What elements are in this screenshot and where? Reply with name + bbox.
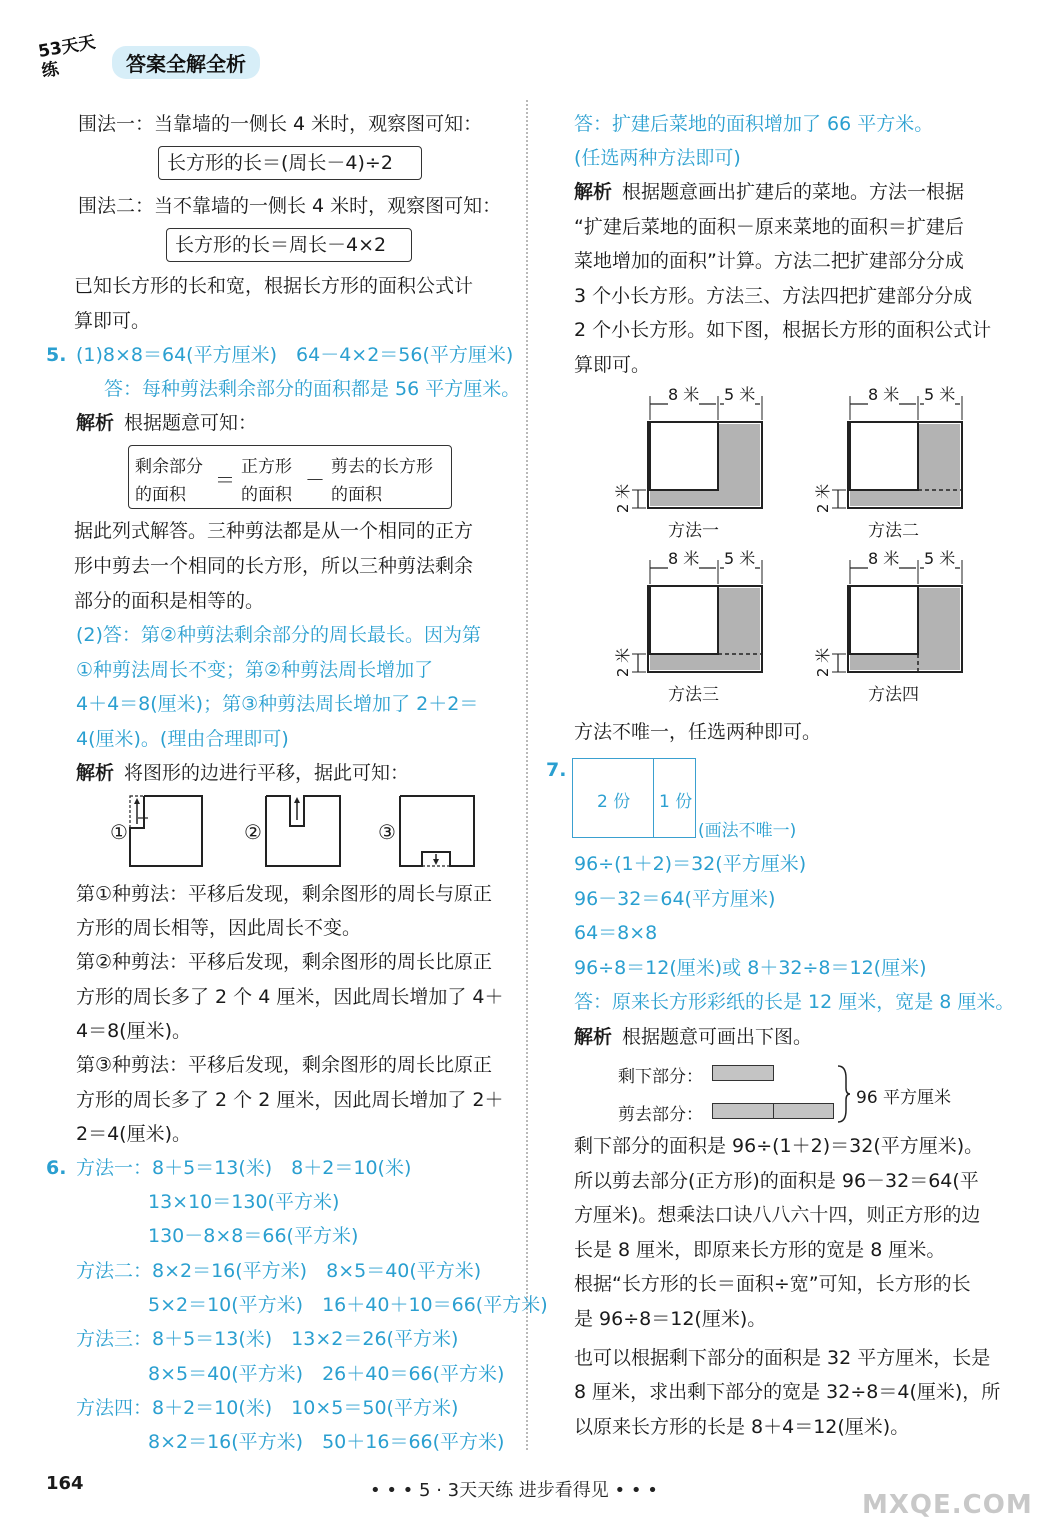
dimension-label-8m: 8 米 (868, 382, 899, 405)
equation-box (128, 445, 452, 509)
text-line: 8 厘米，求出剩下部分的宽是 32÷8＝4(厘米)，所 (574, 1381, 1001, 1403)
eq-term: 的面积 (241, 485, 292, 505)
extension-area (718, 424, 760, 506)
text-line: 第②种剪法：平移后发现，剩余图形的周长比原正 (76, 951, 493, 973)
extension-area (918, 588, 960, 670)
dimension-label-2m: 2 米 (814, 647, 833, 678)
total-brace (836, 1064, 852, 1124)
answer-line: (任选两种方法即可) (574, 147, 741, 169)
text-line: 方厘米)。想乘法口诀八八六十四，则正方形的边 (574, 1204, 981, 1226)
text-line: 根据题意可画出下图。 (622, 1026, 813, 1048)
method-caption: 方法四 (868, 685, 919, 705)
answer-line: 8×2＝16(平方米) 50＋16＝66(平方米) (148, 1431, 505, 1453)
text-line: 围法一：当靠墙的一侧长 4 米时，观察图可知： (78, 113, 483, 135)
method-caption: 方法三 (668, 685, 719, 705)
text-line: 方法不唯一，任选两种即可。 (574, 721, 822, 743)
text-line: 根据题意可知： (124, 412, 258, 434)
watermark: MXQE.COM (862, 1490, 1033, 1520)
answer-line: 64＝8×8 (574, 922, 658, 944)
jiexi-label: 解析 (76, 412, 115, 434)
text-line: 方形的周长多了 2 个 2 厘米，因此周长增加了 2＋ (76, 1089, 504, 1111)
method-diagram-3 (614, 549, 770, 706)
page-number: 164 (46, 1473, 84, 1494)
q7-part-label: 2 份 (597, 792, 631, 812)
answer-line: 96÷(1＋2)＝32(平方厘米) (574, 853, 807, 875)
text-line: 形中剪去一个相同的长方形，所以三种剪法剩余 (74, 555, 474, 577)
answer-line: 答：原来长方形彩纸的长是 12 厘米，宽是 8 厘米。 (574, 991, 1015, 1013)
question-number: 7. (546, 759, 567, 781)
answer-line: (1)8×8＝64(平方厘米) 64－4×2＝56(平方厘米) (76, 344, 514, 366)
method-caption: 方法一 (668, 521, 719, 541)
q7-split-line (653, 759, 654, 837)
text-line: 算即可。 (74, 310, 151, 332)
footer-slogan: • • • 5 · 3天天练 进步看得见 • • • (370, 1480, 658, 1501)
answer-line: 方法一：8＋5＝13(米) 8＋2＝10(米) (76, 1157, 412, 1179)
q7-note: (画法不唯一) (698, 821, 797, 841)
answer-line: 答：扩建后菜地的面积增加了 66 平方米。 (574, 113, 934, 135)
figure-label: ③ (378, 820, 396, 844)
answer-line: 5×2＝10(平方米) 16＋40＋10＝66(平方米) (148, 1294, 548, 1316)
q7-rectangle (572, 758, 696, 838)
method-diagram-2 (814, 385, 970, 542)
answer-line: (2)答：第②种剪法剩余部分的周长最长。因为第 (76, 624, 481, 646)
answer-line: 方法四：8＋2＝10(米) 10×5＝50(平方米) (76, 1397, 459, 1419)
text-line: 是 96÷8＝12(厘米)。 (574, 1308, 767, 1330)
dimension-label-5m: 5 米 (724, 382, 755, 405)
text-line: 据此列式解答。三种剪法都是从一个相同的正方 (74, 520, 474, 542)
extension-area (650, 654, 718, 670)
text-line: 方形的周长相等，因此周长不变。 (76, 917, 362, 939)
text-line: 也可以根据剩下部分的面积是 32 平方厘米，长是 (574, 1347, 991, 1369)
eq-term: 的面积 (331, 485, 382, 505)
method-diagram-4 (814, 549, 970, 706)
text-line: 将图形的边进行平移，据此可知： (124, 762, 410, 784)
text-line: 2 个小长方形。如下图，根据长方形的面积公式计 (574, 319, 992, 341)
header-badge: 答案全解全析 (112, 46, 260, 79)
eq-operator: － (305, 468, 325, 492)
cut-figure-2 (264, 794, 344, 870)
bar-label: 剩下部分： (618, 1067, 703, 1087)
brand-logo: 53天天练 (36, 32, 97, 82)
text-line: 3 个小长方形。方法三、方法四把扩建部分分成 (574, 285, 973, 307)
formula-box (158, 146, 422, 180)
extension-area (650, 490, 718, 506)
answer-line: 4＋4＝8(厘米)；第③种剪法周长增加了 2＋2＝ (76, 693, 479, 715)
dimension-label-8m: 8 米 (868, 546, 899, 569)
cut-figure-1 (128, 794, 208, 870)
text-line: 第①种剪法：平移后发现，剩余图形的周长与原正 (76, 883, 493, 905)
answer-line: 4(厘米)。(理由合理即可) (76, 728, 289, 750)
answer-line: 96－32＝64(平方厘米) (574, 888, 776, 910)
method-figure (820, 556, 970, 674)
answer-line: 130－8×8＝66(平方米) (148, 1225, 359, 1247)
answer-line: 方法二：8×2＝16(平方米) 8×5＝40(平方米) (76, 1260, 482, 1282)
method-diagram-1 (614, 385, 770, 542)
jiexi-label: 解析 (76, 762, 115, 784)
bar-total: 96 平方厘米 (856, 1088, 952, 1108)
text-line: 方形的周长多了 2 个 4 厘米，因此周长增加了 4＋ (76, 986, 504, 1008)
figure-label: ② (244, 820, 262, 844)
header (36, 28, 280, 88)
figure-label: ① (110, 820, 128, 844)
eq-term: 剪去的长方形 (331, 457, 433, 477)
text-line: 围法二：当不靠墙的一侧长 4 米时，观察图可知： (78, 195, 502, 217)
jiexi-label: 解析 (574, 1026, 613, 1048)
text-line: 4＝8(厘米)。 (76, 1020, 192, 1042)
remaining-bar (712, 1065, 774, 1081)
bar-label: 剪去部分： (618, 1105, 703, 1125)
dimension-label-5m: 5 米 (924, 546, 955, 569)
text-line: 菜地增加的面积”计算。方法二把扩建部分分成 (574, 250, 964, 272)
method-figure (620, 556, 770, 674)
cut-bar (712, 1103, 834, 1119)
text-line: 长是 8 厘米，即原来长方形的宽是 8 厘米。 (574, 1239, 946, 1261)
text-line: 部分的面积是相等的。 (74, 590, 265, 612)
text-line: 2＝4(厘米)。 (76, 1123, 192, 1145)
answer-line: ①种剪法周长不变；第②种剪法周长增加了 (76, 659, 434, 681)
formula-text: 长方形的长＝(周长－4)÷2 (167, 152, 393, 174)
text-line: 第③种剪法：平移后发现，剩余图形的周长比原正 (76, 1054, 493, 1076)
dimension-label-8m: 8 米 (668, 382, 699, 405)
text-line: 已知长方形的长和宽，根据长方形的面积公式计 (74, 275, 474, 297)
original-plot (850, 586, 918, 654)
question-number: 6. (46, 1157, 67, 1179)
method-caption: 方法二 (868, 521, 919, 541)
method-figure (620, 392, 770, 510)
dimension-label-2m: 2 米 (614, 647, 633, 678)
question-number: 5. (46, 344, 67, 366)
extension-area (918, 424, 960, 506)
q7-part-label: 1 份 (659, 792, 693, 812)
text-line: 以原来长方形的长是 8＋4＝12(厘米)。 (574, 1416, 910, 1438)
eq-operator: ＝ (215, 468, 235, 492)
dimension-label-5m: 5 米 (924, 382, 955, 405)
dimension-label-2m: 2 米 (614, 483, 633, 514)
cut-figure-3 (398, 794, 478, 870)
text-line: 所以剪去部分(正方形)的面积是 96－32＝64(平 (574, 1170, 979, 1192)
original-plot (650, 422, 718, 490)
column-divider (526, 100, 528, 1450)
original-plot (650, 586, 718, 654)
dimension-label-8m: 8 米 (668, 546, 699, 569)
formula-box (166, 228, 412, 262)
text-line: 根据题意画出扩建后的菜地。方法一根据 (622, 181, 965, 203)
answer-line: 方法三：8＋5＝13(米) 13×2＝26(平方米) (76, 1328, 459, 1350)
text-line: 剩下部分的面积是 96÷(1＋2)＝32(平方厘米)。 (574, 1135, 984, 1157)
extension-area (850, 490, 918, 506)
text-line: 算即可。 (574, 354, 651, 376)
formula-text: 长方形的长＝周长－4×2 (175, 234, 387, 256)
answer-line: 8×5＝40(平方米) 26＋40＝66(平方米) (148, 1363, 505, 1385)
dimension-label-5m: 5 米 (724, 546, 755, 569)
extension-area (718, 588, 760, 670)
original-plot (850, 422, 918, 490)
jiexi-label: 解析 (574, 181, 613, 203)
answer-line: 答：每种剪法剩余部分的面积都是 56 平方厘米。 (104, 378, 521, 400)
text-line: 根据“长方形的长＝面积÷宽”可知，长方形的长 (574, 1273, 971, 1295)
method-figure (820, 392, 970, 510)
extension-area (850, 654, 918, 670)
eq-term: 剩余部分 (135, 457, 203, 477)
dimension-label-2m: 2 米 (814, 483, 833, 514)
bar-divider (773, 1104, 774, 1118)
answer-line: 96÷8＝12(厘米)或 8＋32÷8＝12(厘米) (574, 957, 927, 979)
text-line: “扩建后菜地的面积－原来菜地的面积＝扩建后 (574, 216, 964, 238)
eq-term: 的面积 (135, 485, 186, 505)
eq-term: 正方形 (241, 457, 292, 477)
answer-line: 13×10＝130(平方米) (148, 1191, 340, 1213)
